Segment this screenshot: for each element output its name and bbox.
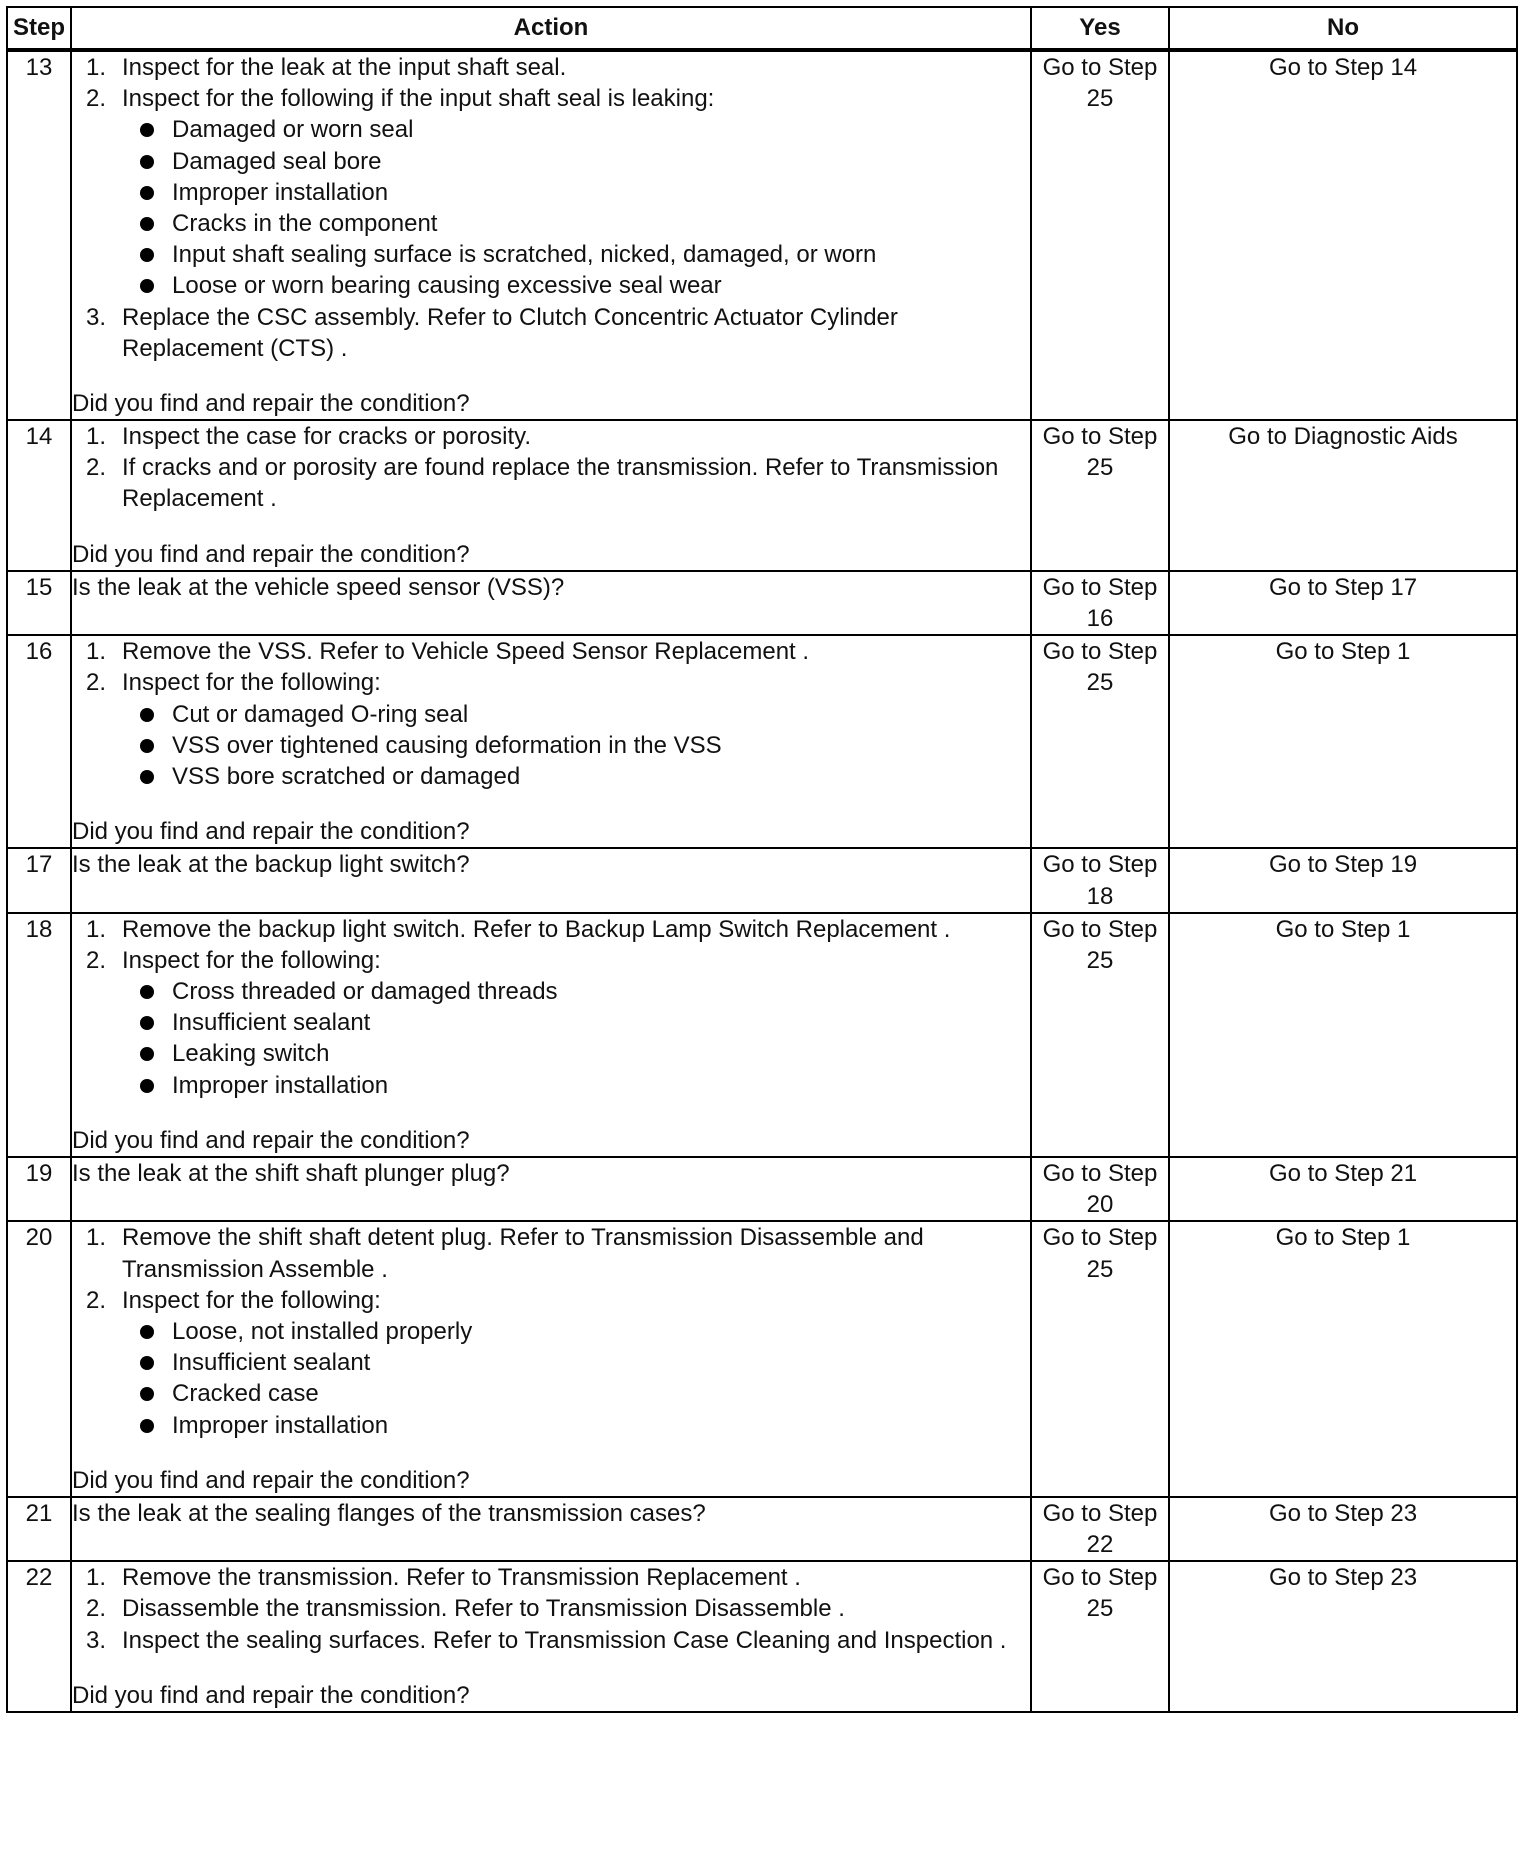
action-cell: [71, 1221, 1031, 1497]
bullet-item: Leaking switch: [122, 1038, 1030, 1069]
bullet-item: Insufficient sealant: [122, 1007, 1030, 1038]
action-step-number: 2.: [86, 946, 107, 974]
yes-result-text: Go to Step 25: [1042, 54, 1158, 113]
action-step-text: Inspect for the leak at the input shaft seal.: [122, 54, 567, 81]
yes-result: [1031, 50, 1169, 420]
step-number: 21: [7, 1497, 71, 1561]
yes-result: [1031, 1221, 1169, 1497]
action-step: [72, 1222, 1030, 1284]
action-cell: [71, 635, 1031, 848]
no-result: Go to Step 1: [1169, 1221, 1517, 1497]
action-step: [72, 52, 1030, 83]
action-cell: [71, 571, 1031, 635]
bullet-item: Loose, not installed properly: [122, 1316, 1030, 1347]
question-text: Did you find and repair the condition?: [72, 818, 470, 846]
question-text: Did you find and repair the condition?: [72, 1681, 470, 1709]
header-step: Step: [7, 7, 71, 50]
inspection-bullet-list: [122, 699, 1030, 793]
action-step: [72, 1625, 1030, 1656]
action-step-number: 2.: [86, 669, 107, 697]
action-step-text: Inspect for the following:: [122, 1286, 381, 1314]
action-step: [72, 1593, 1030, 1624]
bullet-item: Insufficient sealant: [122, 1347, 1030, 1378]
yes-result-text: Go to Step 25: [1042, 423, 1158, 482]
bullet-item: VSS bore scratched or damaged: [122, 761, 1030, 792]
yes-result: [1031, 635, 1169, 848]
question-text: Did you find and repair the condition?: [72, 1126, 470, 1154]
action-step: [72, 945, 1030, 1101]
yes-result-text: Go to Step 20: [1042, 1160, 1158, 1219]
action-step-number: 2.: [86, 1286, 107, 1314]
action-steps-list: [72, 636, 1030, 792]
yes-result: [1031, 1157, 1169, 1221]
table-row: [7, 1221, 1517, 1497]
action-step: [72, 302, 1030, 364]
action-step: [72, 667, 1030, 792]
table-row: [7, 1497, 1517, 1561]
table-row: [7, 635, 1517, 848]
inspection-bullet-list: [122, 1316, 1030, 1441]
action-step-text: Disassemble the transmission. Refer to Transmission Disassemble .: [122, 1595, 845, 1623]
action-step-number: 2.: [86, 85, 107, 113]
step-number: 17: [7, 848, 71, 912]
no-result: Go to Step 1: [1169, 635, 1517, 848]
action-step: [72, 914, 1030, 945]
action-step-number: 1.: [86, 638, 107, 666]
action-step-text: Inspect for the following:: [122, 946, 381, 974]
yes-result: [1031, 848, 1169, 912]
action-step-text: Remove the shift shaft detent plug. Refer to Transmission Disassemble and Transmission Assemble .: [122, 1224, 924, 1283]
bullet-item: Loose or worn bearing causing excessive seal wear: [122, 270, 1030, 301]
action-steps-list: [72, 1222, 1030, 1440]
question-text: Is the leak at the vehicle speed sensor (VSS)?: [72, 573, 565, 601]
question-text: Is the leak at the sealing flanges of the transmission cases?: [72, 1499, 706, 1527]
table-row: [7, 1561, 1517, 1712]
bullet-item: Cut or damaged O-ring seal: [122, 699, 1030, 730]
action-step-number: 1.: [86, 1224, 107, 1252]
no-result: Go to Diagnostic Aids: [1169, 420, 1517, 571]
action-cell: [71, 50, 1031, 420]
table-row: [7, 420, 1517, 571]
no-result: Go to Step 23: [1169, 1497, 1517, 1561]
table-row: [7, 913, 1517, 1157]
yes-result-text: Go to Step 25: [1042, 915, 1158, 974]
yes-result: [1031, 571, 1169, 635]
question-text: Did you find and repair the condition?: [72, 389, 470, 417]
bullet-item: Cracked case: [122, 1378, 1030, 1409]
header-no: No: [1169, 7, 1517, 50]
no-result: Go to Step 23: [1169, 1561, 1517, 1712]
action-step-text: Remove the transmission. Refer to Transmission Replacement .: [122, 1564, 801, 1592]
yes-result-text: Go to Step 25: [1042, 1224, 1158, 1283]
action-steps-list: [72, 421, 1030, 515]
action-step: [72, 1285, 1030, 1441]
action-step-text: Inspect the case for cracks or porosity.: [122, 423, 532, 451]
action-cell: [71, 1497, 1031, 1561]
bullet-item: VSS over tightened causing deformation in the VSS: [122, 730, 1030, 761]
yes-result-text: Go to Step 25: [1042, 1564, 1158, 1623]
table-body: [7, 50, 1517, 1712]
inspection-bullet-list: [122, 114, 1030, 301]
no-result: Go to Step 19: [1169, 848, 1517, 912]
header-yes: Yes: [1031, 7, 1169, 50]
yes-result: [1031, 913, 1169, 1157]
action-cell: [71, 420, 1031, 571]
action-step: [72, 452, 1030, 514]
table-row: [7, 848, 1517, 912]
action-step-text: Replace the CSC assembly. Refer to Clutch Concentric Actuator Cylinder Replacement (CTS) .: [122, 303, 898, 362]
action-step: [72, 421, 1030, 452]
bullet-item: Improper installation: [122, 1410, 1030, 1441]
action-cell: [71, 848, 1031, 912]
yes-result: [1031, 1497, 1169, 1561]
header-action: Action: [71, 7, 1031, 50]
action-step-text: Inspect the sealing surfaces. Refer to Transmission Case Cleaning and Inspection .: [122, 1626, 1007, 1654]
step-number: 14: [7, 420, 71, 571]
yes-result-text: Go to Step 18: [1042, 851, 1158, 910]
step-number: 16: [7, 635, 71, 848]
yes-result: [1031, 1561, 1169, 1712]
header-row: [7, 7, 1517, 50]
question-text: Did you find and repair the condition?: [72, 1466, 470, 1494]
no-result: Go to Step 21: [1169, 1157, 1517, 1221]
step-number: 15: [7, 571, 71, 635]
step-number: 22: [7, 1561, 71, 1712]
action-step-number: 2.: [86, 1595, 107, 1623]
bullet-item: Damaged seal bore: [122, 146, 1030, 177]
question-text: Is the leak at the backup light switch?: [72, 851, 470, 879]
action-step-number: 3.: [86, 1626, 107, 1654]
yes-result: [1031, 420, 1169, 571]
action-step-number: 1.: [86, 1564, 107, 1592]
bullet-item: Improper installation: [122, 177, 1030, 208]
table-row: [7, 1157, 1517, 1221]
no-result: Go to Step 14: [1169, 50, 1517, 420]
no-result: Go to Step 17: [1169, 571, 1517, 635]
yes-result-text: Go to Step 22: [1042, 1499, 1158, 1559]
action-steps-list: [72, 52, 1030, 364]
question-text: Is the leak at the shift shaft plunger plug?: [72, 1160, 510, 1187]
action-step-text: Remove the backup light switch. Refer to Backup Lamp Switch Replacement .: [122, 915, 951, 943]
action-steps-list: [72, 914, 1030, 1101]
bullet-item: Improper installation: [122, 1070, 1030, 1101]
action-step-text: Remove the VSS. Refer to Vehicle Speed Sensor Replacement .: [122, 638, 810, 666]
action-step-number: 1.: [86, 54, 107, 81]
step-number: 13: [7, 50, 71, 420]
action-cell: [71, 1561, 1031, 1712]
action-cell: [71, 913, 1031, 1157]
yes-result-text: Go to Step 16: [1042, 573, 1158, 632]
action-step: [72, 83, 1030, 301]
step-number: 18: [7, 913, 71, 1157]
step-number: 19: [7, 1157, 71, 1221]
action-step: [72, 636, 1030, 667]
yes-result-text: Go to Step 25: [1042, 638, 1158, 697]
bullet-item: Damaged or worn seal: [122, 114, 1030, 145]
step-number: 20: [7, 1221, 71, 1497]
action-step-number: 2.: [86, 454, 107, 482]
action-step-text: Inspect for the following:: [122, 669, 381, 697]
bullet-item: Input shaft sealing surface is scratched, nicked, damaged, or worn: [122, 239, 1030, 270]
question-text: Did you find and repair the condition?: [72, 540, 470, 568]
action-step: [72, 1562, 1030, 1593]
action-step-text: Inspect for the following if the input shaft seal is leaking:: [122, 85, 715, 113]
action-step-number: 1.: [86, 423, 107, 451]
action-step-text: If cracks and or porosity are found replace the transmission. Refer to Transmission Replacement .: [122, 454, 999, 513]
action-cell: [71, 1157, 1031, 1221]
bullet-item: Cracks in the component: [122, 208, 1030, 239]
action-step-number: 1.: [86, 915, 107, 943]
table-row: [7, 571, 1517, 635]
action-step-number: 3.: [86, 303, 107, 331]
diagnostic-table: [6, 6, 1518, 1713]
no-result: Go to Step 1: [1169, 913, 1517, 1157]
bullet-item: Cross threaded or damaged threads: [122, 976, 1030, 1007]
table-row: [7, 50, 1517, 420]
action-steps-list: [72, 1562, 1030, 1656]
inspection-bullet-list: [122, 976, 1030, 1101]
